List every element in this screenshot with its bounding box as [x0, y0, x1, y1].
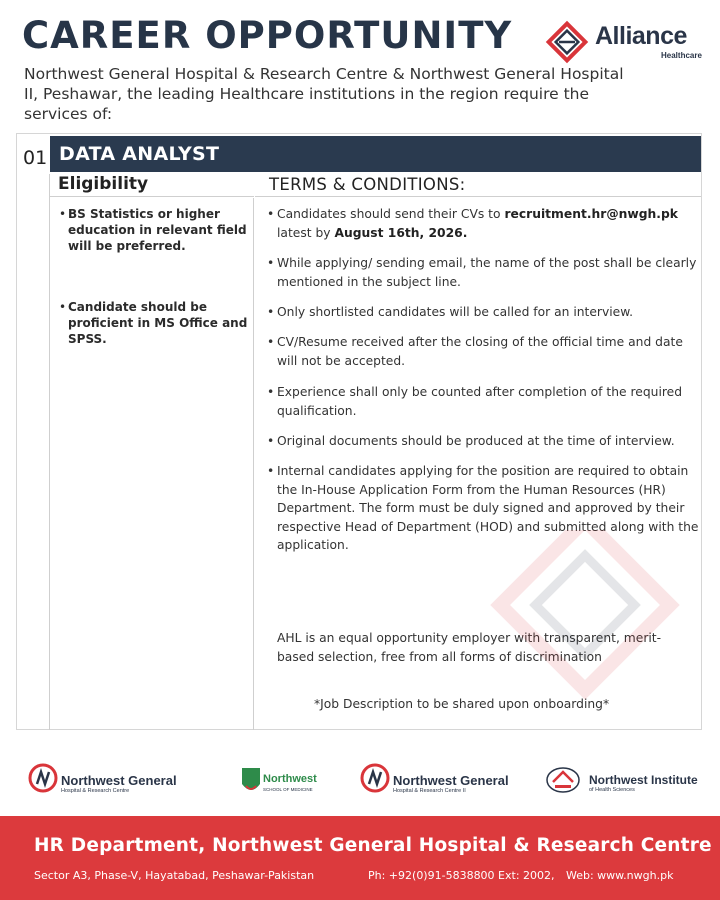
brand-name: Alliance — [595, 22, 687, 50]
eligibility-heading: Eligibility — [58, 174, 149, 194]
watermark-icon — [455, 530, 705, 720]
term-item: • Internal candidates applying for the position are required to obtain the In-House Application Form from the Human Resources (HR) Department. The form must be duly signed and approved by their respective Head of Department (HOD) and submitted along with the application. — [267, 462, 699, 555]
job-number: 01 — [23, 147, 48, 169]
job-title: DATA ANALYST — [59, 143, 220, 165]
eligibility-item: • BS Statistics or higher education in relevant field will be preferred. — [59, 206, 249, 254]
term-text: latest by — [277, 225, 335, 240]
column-headings — [50, 172, 701, 198]
logo-name: Northwest General — [61, 773, 177, 788]
logo-sub: of Health Sciences — [589, 787, 635, 793]
divider — [50, 196, 254, 197]
term-item: • Experience shall only be counted after completion of the required qualification. — [267, 383, 699, 420]
footer-web: Web: www.nwgh.pk — [566, 869, 674, 882]
term-item: • Only shortlisted candidates will be called for an interview. — [267, 303, 699, 322]
divider — [255, 196, 701, 197]
northwest-institute-logo — [545, 760, 705, 798]
brand-sub: Healthcare — [661, 51, 702, 60]
northwest-general-logo — [28, 760, 188, 798]
footer — [0, 816, 720, 900]
term-item: • CV/Resume received after the closing of the official time and date will not be accepted. — [267, 333, 699, 370]
page-title: CAREER OPPORTUNITY — [22, 14, 513, 57]
logo-sub: SCHOOL OF MEDICINE — [263, 787, 313, 792]
northwest-school-logo — [240, 760, 320, 798]
partner-logos — [0, 756, 720, 802]
equal-opportunity-statement: AHL is an equal opportunity employer with transparent, merit-based selection, free from all forms of discrimination — [277, 631, 662, 664]
logo-name: Northwest — [263, 773, 317, 785]
job-title-bar — [50, 136, 701, 172]
nwgh-emblem-icon — [360, 763, 390, 793]
alliance-healthcare-logo — [543, 18, 713, 64]
footer-title: HR Department, Northwest General Hospital & Research Centre — [34, 835, 712, 856]
term-text: Candidates should send their CVs to — [277, 207, 505, 221]
terms-heading: TERMS & CONDITIONS: — [269, 175, 466, 194]
school-shield-icon — [240, 766, 262, 796]
institute-emblem-icon — [545, 766, 581, 794]
logo-name: Northwest Institute — [589, 773, 698, 787]
term-item: • While applying/ sending email, the name of the post shall be clearly mentioned in the subject line. — [267, 254, 699, 291]
footer-address: Sector A3, Phase-V, Hayatabad, Peshawar-Pakistan — [34, 869, 315, 882]
logo-name: Northwest General — [393, 773, 509, 788]
deadline-date: August 16th, 2026. — [334, 225, 468, 240]
eligibility-item: • Candidate should be proficient in MS Office and SPSS. — [59, 299, 249, 347]
term-item — [267, 205, 699, 242]
divider — [49, 174, 50, 730]
northwest-general-ii-logo — [360, 760, 520, 798]
intro-text: Northwest General Hospital & Research Centre & Northwest General Hospital II, Peshawar, the leading Healthcare institutions in the region require the services of: — [24, 65, 624, 123]
footer-phone: Ph: +92(0)91-5838800 Ext: 2002, — [368, 869, 555, 882]
alliance-diamond-icon — [545, 20, 589, 64]
term-item: • Original documents should be produced at the time of interview. — [267, 432, 699, 451]
job-description-note: *Job Description to be shared upon onboarding* — [314, 697, 610, 711]
email-address: recruitment.hr@nwgh.pk — [504, 207, 678, 221]
column-divider — [253, 198, 254, 730]
logo-sub: Hospital & Research Centre — [61, 788, 130, 794]
nwgh-emblem-icon — [28, 763, 58, 793]
logo-sub: Hospital & Research Centre II — [393, 788, 466, 794]
